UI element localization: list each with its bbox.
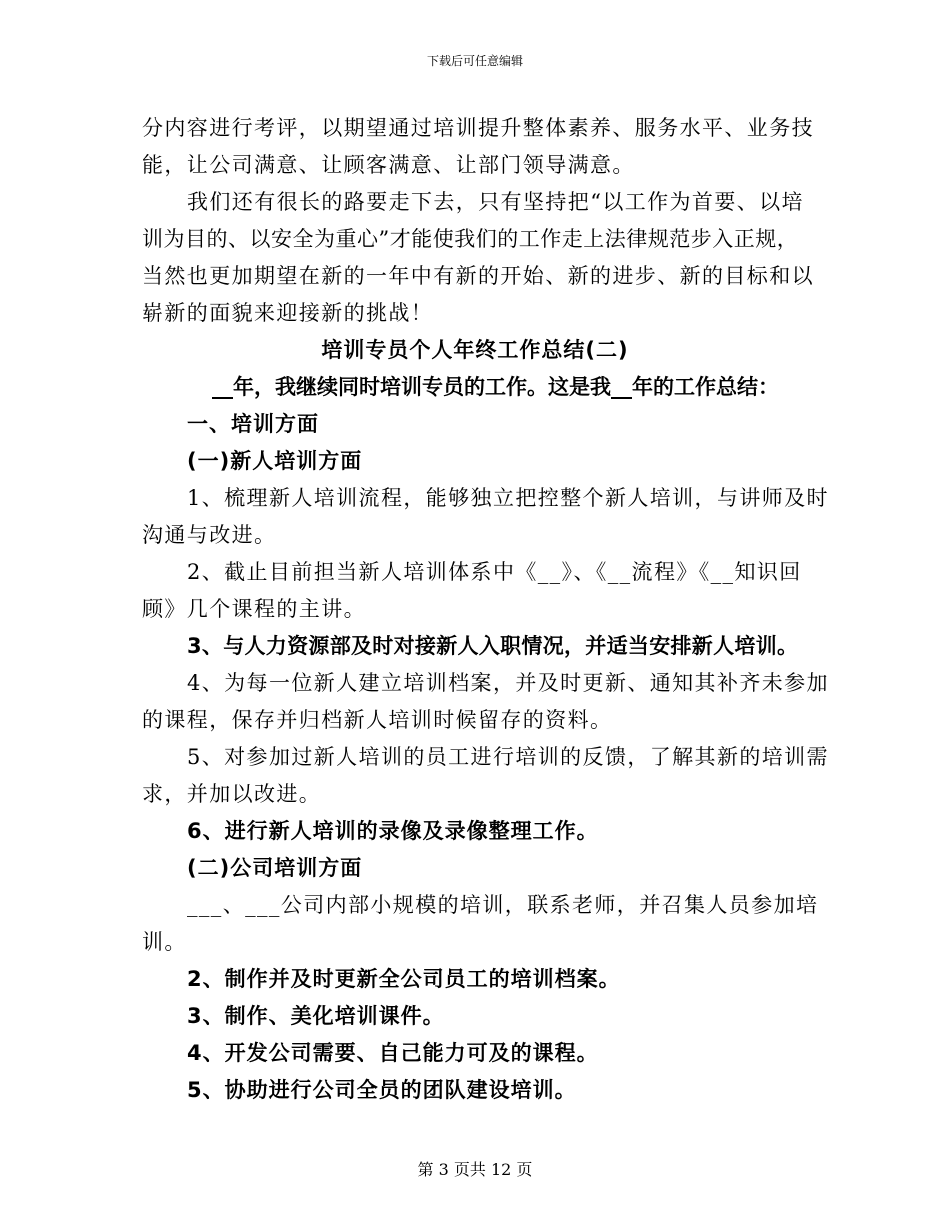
list-item-continued: 的课程，保存并归档新人培训时候留存的资料。 [142, 708, 613, 732]
page-header: 下载后可任意编辑 [426, 54, 523, 68]
list-item-continued: 求，并加以改进。 [142, 782, 322, 806]
list-item: 2、截止目前担当新人培训体系中《__》、《__流程》《__知识回 [187, 560, 802, 584]
list-item: ___、___公司内部小规模的培训，联系老师，并召集人员参加培 [187, 893, 819, 917]
list-item: 2、制作并及时更新全公司员工的培训档案。 [187, 967, 621, 991]
page-footer: 第 3 页共 12 页 [417, 1160, 533, 1179]
section-title: 培训专员个人年终工作总结(二) [321, 338, 629, 362]
list-item: 5、协助进行公司全员的团队建设培训。 [187, 1078, 577, 1102]
list-item: 4、为每一位新人建立培训档案，并及时更新、通知其补齐未参加 [187, 671, 829, 695]
body-line: 当然也更加期望在新的一年中有新的开始、新的进步、新的目标和以 [142, 264, 814, 288]
list-item-continued: 顾》几个课程的主讲。 [142, 597, 366, 621]
body-line: 崭新的面貌来迎接新的挑战！ [142, 301, 434, 325]
body-line: 能，让公司满意、让顾客满意、让部门领导满意。 [142, 153, 635, 177]
list-item: 3、与人力资源部及时对接新人入职情况，并适当安排新人培训。 [187, 634, 799, 658]
list-item-continued: 训。 [142, 930, 187, 954]
list-item-continued: 沟通与改进。 [142, 523, 277, 547]
subheading: (一)新人培训方面 [187, 449, 363, 473]
list-item: 6、进行新人培训的录像及录像整理工作。 [187, 819, 599, 843]
body-line: 我们还有很长的路要走下去，只有坚持把“以工作为首要、以培 [187, 190, 804, 214]
list-item: 4、开发公司需要、自己能力可及的课程。 [187, 1041, 599, 1065]
heading-1: 一、培训方面 [187, 412, 319, 436]
body-line: 训为目的、以安全为重心”才能使我们的工作走上法律规范步入正规， [142, 227, 799, 251]
intro-line: __年，我继续同时培训专员的工作。这是我__年的工作总结： [212, 375, 779, 399]
body-line: 分内容进行考评，以期望通过培训提升整体素养、服务水平、业务技 [142, 116, 814, 140]
list-item: 5、对参加过新人培训的员工进行培训的反馈，了解其新的培训需 [187, 745, 829, 769]
list-item: 3、制作、美化培训课件。 [187, 1004, 445, 1028]
list-item: 1、梳理新人培训流程，能够独立把控整个新人培训，与讲师及时 [187, 486, 829, 510]
subheading: (二)公司培训方面 [187, 856, 363, 880]
